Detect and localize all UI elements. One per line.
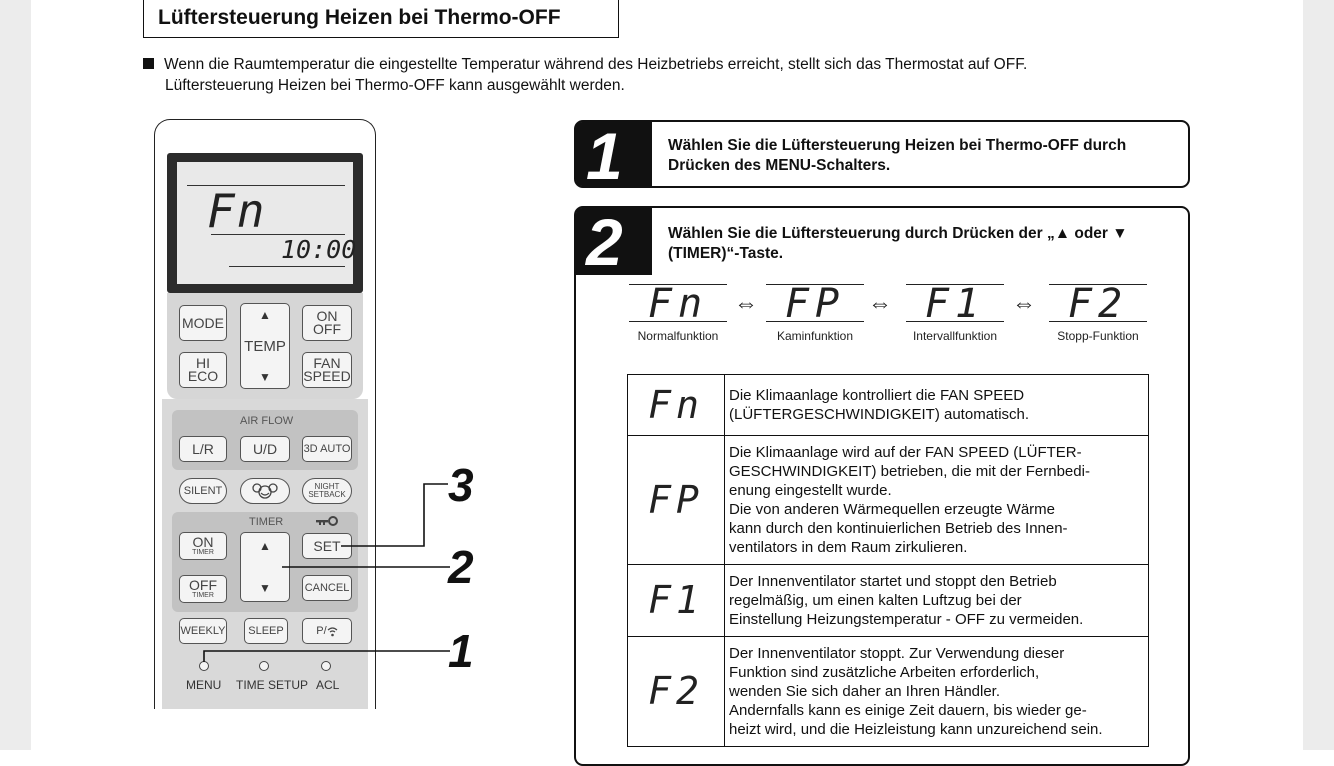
on-off-label-1: ON [316,308,338,324]
step-1-line-2: Drücken des MENU-Schalters. [668,157,891,174]
cycle-item-fn [629,281,727,343]
description-line: Andernfalls kann es einige Zeit dauern, bis wieder ge- [729,702,1087,719]
night-label: NIGHT [314,482,340,491]
silent-button[interactable]: SILENT [179,478,227,504]
speed-label: SPEED [303,368,351,384]
on-off-label-2: OFF [313,321,341,337]
mode-code-cell: F2 [628,637,725,747]
menu-label: MENU [186,678,222,692]
lr-button[interactable]: L/R [179,436,227,462]
mode-code-cell: FP [628,436,725,565]
double-arrow-icon: ⇔ [868,290,892,317]
mode-code-cell: F1 [628,565,725,637]
on-timer-label: ON [192,534,214,550]
description-line: Der Innenventilator startet und stoppt den Betrieb [729,573,1057,590]
cycle-label: Kaminfunktion [776,329,854,343]
cycle-item-fp [766,281,864,343]
description-line: heizt wird, und die Heizleistung kann unzureichend sein. [729,721,1103,738]
table-row [628,565,1149,637]
double-arrow-icon: ⇔ [1012,290,1036,317]
cycle-label: Stopp-Funktion [1057,329,1139,343]
step-2-line-1: Wählen Sie die Lüftersteuerung durch Drücken der „▲ oder ▼ [668,225,1128,242]
description-line: wenden Sie sich daher an Ihren Händler. [729,683,1001,700]
mode-button[interactable]: MODE [179,305,227,341]
description-line: enung eingestellt wurde. [729,482,892,499]
timer-down-icon: ▼ [259,581,271,595]
time-setup-label: TIME SETUP [236,678,309,692]
table-row [628,637,1149,747]
timer-label: TIMER [249,516,284,528]
timer-up-icon: ▲ [259,539,271,553]
intro-line-2: Lüftersteuerung Heizen bei Thermo-OFF kann ausgewählt werden. [165,77,625,94]
intro-line-1: Wenn die Raumtemperatur die eingestellte Temperatur während des Heizbetriebs erreicht, stellt sich das Thermostat auf OFF. [164,56,1028,73]
cycle-label: Normalfunktion [637,329,719,343]
off-timer-sub-label: TIMER [192,592,214,599]
lcd-mode-code: Fn [207,184,267,238]
description-line: Die Klimaanlage wird auf der FAN SPEED (LÜFTER- [729,444,1082,461]
step-2-line-2: (TIMER)“-Taste. [668,245,784,262]
section-title: Lüftersteuerung Heizen bei Thermo-OFF [143,0,619,38]
mode-description-table [627,374,1149,747]
description-line: ventilators in dem Raum zirkulieren. [729,539,968,556]
cycle-code: FP [766,284,864,322]
step-1-box [574,119,1190,193]
cycle-label: Intervallfunktion [912,329,998,343]
description-line: regelmäßig, um einen kalten Luftzug bei der [729,592,1022,609]
temp-down-icon: ▼ [259,370,271,384]
off-timer-label: OFF [189,577,217,593]
table-row [628,375,1149,436]
step-1-text [668,136,1126,176]
temp-label: TEMP [244,338,286,355]
mode-code-cell: Fn [628,375,725,436]
callout-1: 1 [448,625,474,677]
description-line: GESCHWINDIGKEIT) betrieben, die mit der Fernbedi- [729,463,1090,480]
table-row [628,436,1149,565]
step-2-text [668,224,1128,264]
mode-description-cell [725,637,1149,747]
weekly-button[interactable]: WEEKLY [179,618,227,644]
lcd-time: 10:00 [281,235,357,264]
ud-button[interactable]: U/D [240,436,290,462]
temp-up-icon: ▲ [259,308,271,322]
cancel-button[interactable]: CANCEL [302,575,352,601]
description-line: (LÜFTERGESCHWINDIGKEIT) automatisch. [729,406,1030,423]
description-line: Die Klimaanlage kontrolliert die FAN SPEED [729,387,1025,404]
step-2-number: 2 [586,205,623,279]
mode-description-cell [725,375,1149,436]
air-flow-label: AIR FLOW [240,415,294,427]
callout-2: 2 [448,541,474,593]
callout-3: 3 [448,459,474,511]
description-line: Die von anderen Wärmequellen erzeugte Wärme [729,501,1055,518]
cycle-code: F1 [906,284,1004,322]
on-timer-sub-label: TIMER [192,549,214,556]
mode-description-cell [725,436,1149,565]
hi-label: HI [196,355,210,371]
fan-label: FAN [313,355,341,371]
step-1-line-1: Wählen Sie die Lüftersteuerung Heizen bei Thermo-OFF durch [668,137,1127,154]
3d-auto-button[interactable]: 3D AUTO [302,436,352,462]
set-button[interactable]: SET [302,533,352,559]
p-label: P/ [316,624,327,637]
acl-label: ACL [316,678,340,692]
description-line: kann durch den kontinuierlichen Betrieb des Innen- [729,520,1068,537]
cycle-item-f2 [1049,281,1147,343]
description-line: Einstellung Heizungstemperatur - OFF zu vermeiden. [729,611,1084,628]
setback-label: SETBACK [308,490,346,499]
mode-description-cell [725,565,1149,637]
cycle-code: Fn [629,284,727,322]
step-1-badge [576,119,652,193]
step-2-badge [576,205,652,279]
eco-label: ECO [187,368,219,384]
description-line: Funktion sind zusätzliche Arbeiten erforderlich, [729,664,1040,681]
sleep-button[interactable]: SLEEP [244,618,288,644]
step-1-number: 1 [586,119,623,193]
cycle-item-f1 [906,281,1004,343]
cycle-code: F2 [1049,284,1147,322]
double-arrow-icon: ⇔ [734,290,758,317]
description-line: Der Innenventilator stoppt. Zur Verwendung dieser [729,645,1065,662]
